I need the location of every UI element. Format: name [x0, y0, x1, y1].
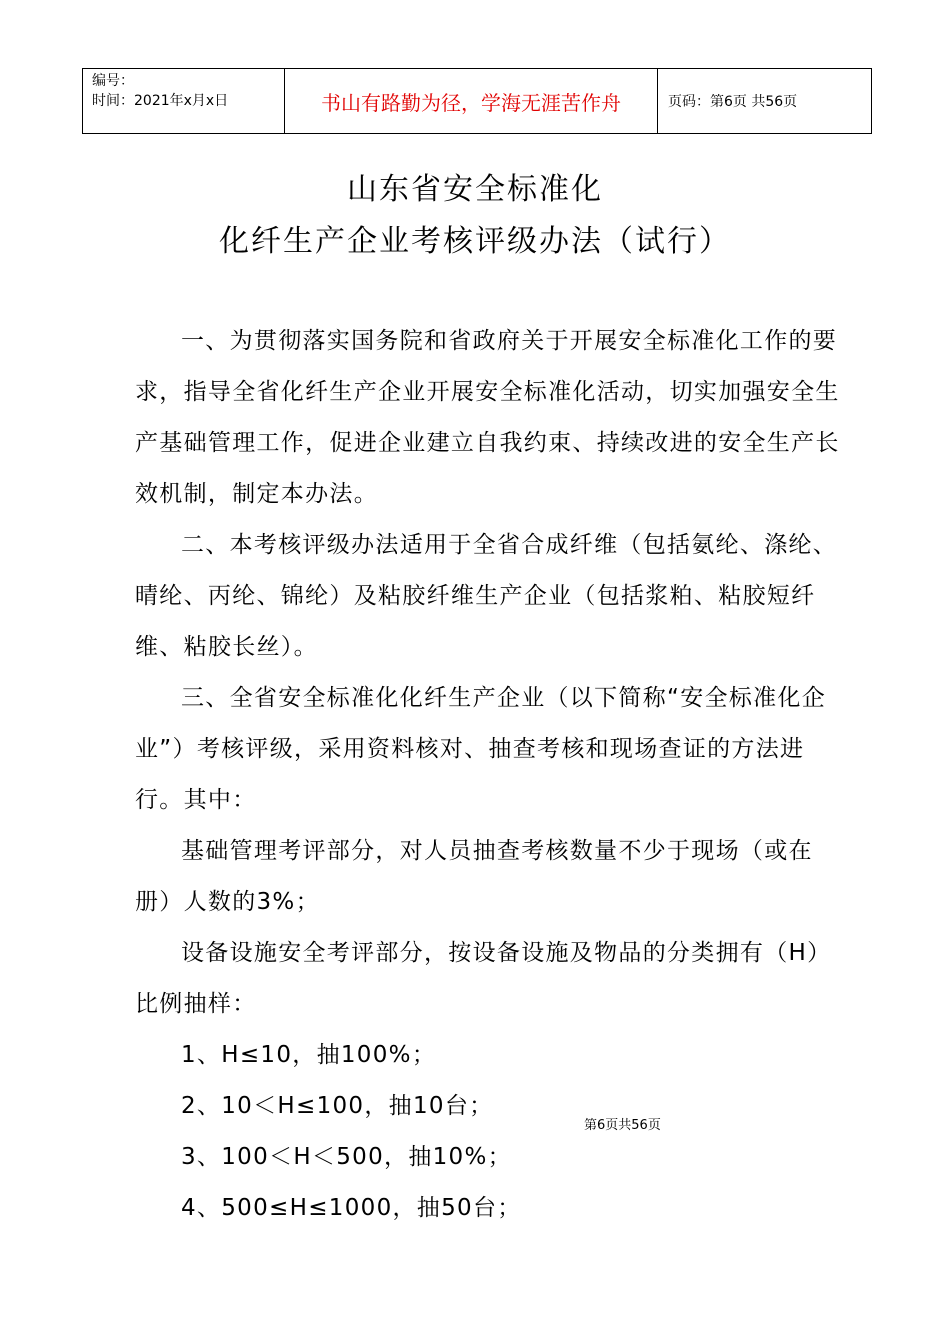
document-title-line1: 山东省安全标准化 — [347, 172, 603, 207]
list-item-4: 4、500≤H≤1000，抽50台； — [181, 1195, 522, 1221]
paragraph-3: 三、全省安全标准化化纤生产企业（以下简称“安全标准化企业”）考核评级，采用资料核对、抽查考核和现场查证的方法进行。其中： — [135, 685, 827, 813]
number-label: 编号： — [92, 73, 134, 89]
list-item-1: 1、H≤10，抽100%； — [181, 1042, 437, 1068]
header-info-cell — [83, 69, 285, 133]
paragraph-1: 一、为贯彻落实国务院和省政府关于开展安全标准化工作的要求，指导全省化纤生产企业开展安全标准化活动，切实加强安全生产基础管理工作，促进企业建立自我约束、持续改进的安全生产长效机制，制定本办法。 — [135, 328, 840, 507]
list-item-3: 3、100＜H＜500，抽10%； — [181, 1144, 512, 1170]
paragraph-4: 基础管理考评部分，对人员抽查考核数量不少于现场（或在册）人数的3%； — [135, 838, 813, 915]
motto-text: 书山有路勤为径，学海无涯苦作舟 — [321, 90, 621, 115]
header-page-cell — [658, 69, 871, 133]
header-motto-cell — [285, 69, 658, 133]
footer-page-number: 第6页共56页 — [584, 1118, 661, 1133]
paragraph-2: 二、本考核评级办法适用于全省合成纤维（包括氨纶、涤纶、晴纶、丙纶、锦纶）及粘胶纤维生产企业（包括浆粕、粘胶短纤维、粘胶长丝）。 — [135, 532, 838, 660]
header-table — [82, 68, 872, 134]
document-title-line2: 化纤生产企业考核评级办法（试行） — [219, 224, 731, 259]
paragraph-5: 设备设施安全考评部分，按设备设施及物品的分类拥有（H）比例抽样： — [135, 940, 832, 1017]
time-label: 时间：2021年x月x日 — [92, 93, 229, 109]
page-label: 页码：第6页 共56页 — [668, 94, 798, 110]
list-item-2: 2、10＜H≤100，抽10台； — [181, 1093, 494, 1119]
document-body — [135, 316, 845, 1234]
